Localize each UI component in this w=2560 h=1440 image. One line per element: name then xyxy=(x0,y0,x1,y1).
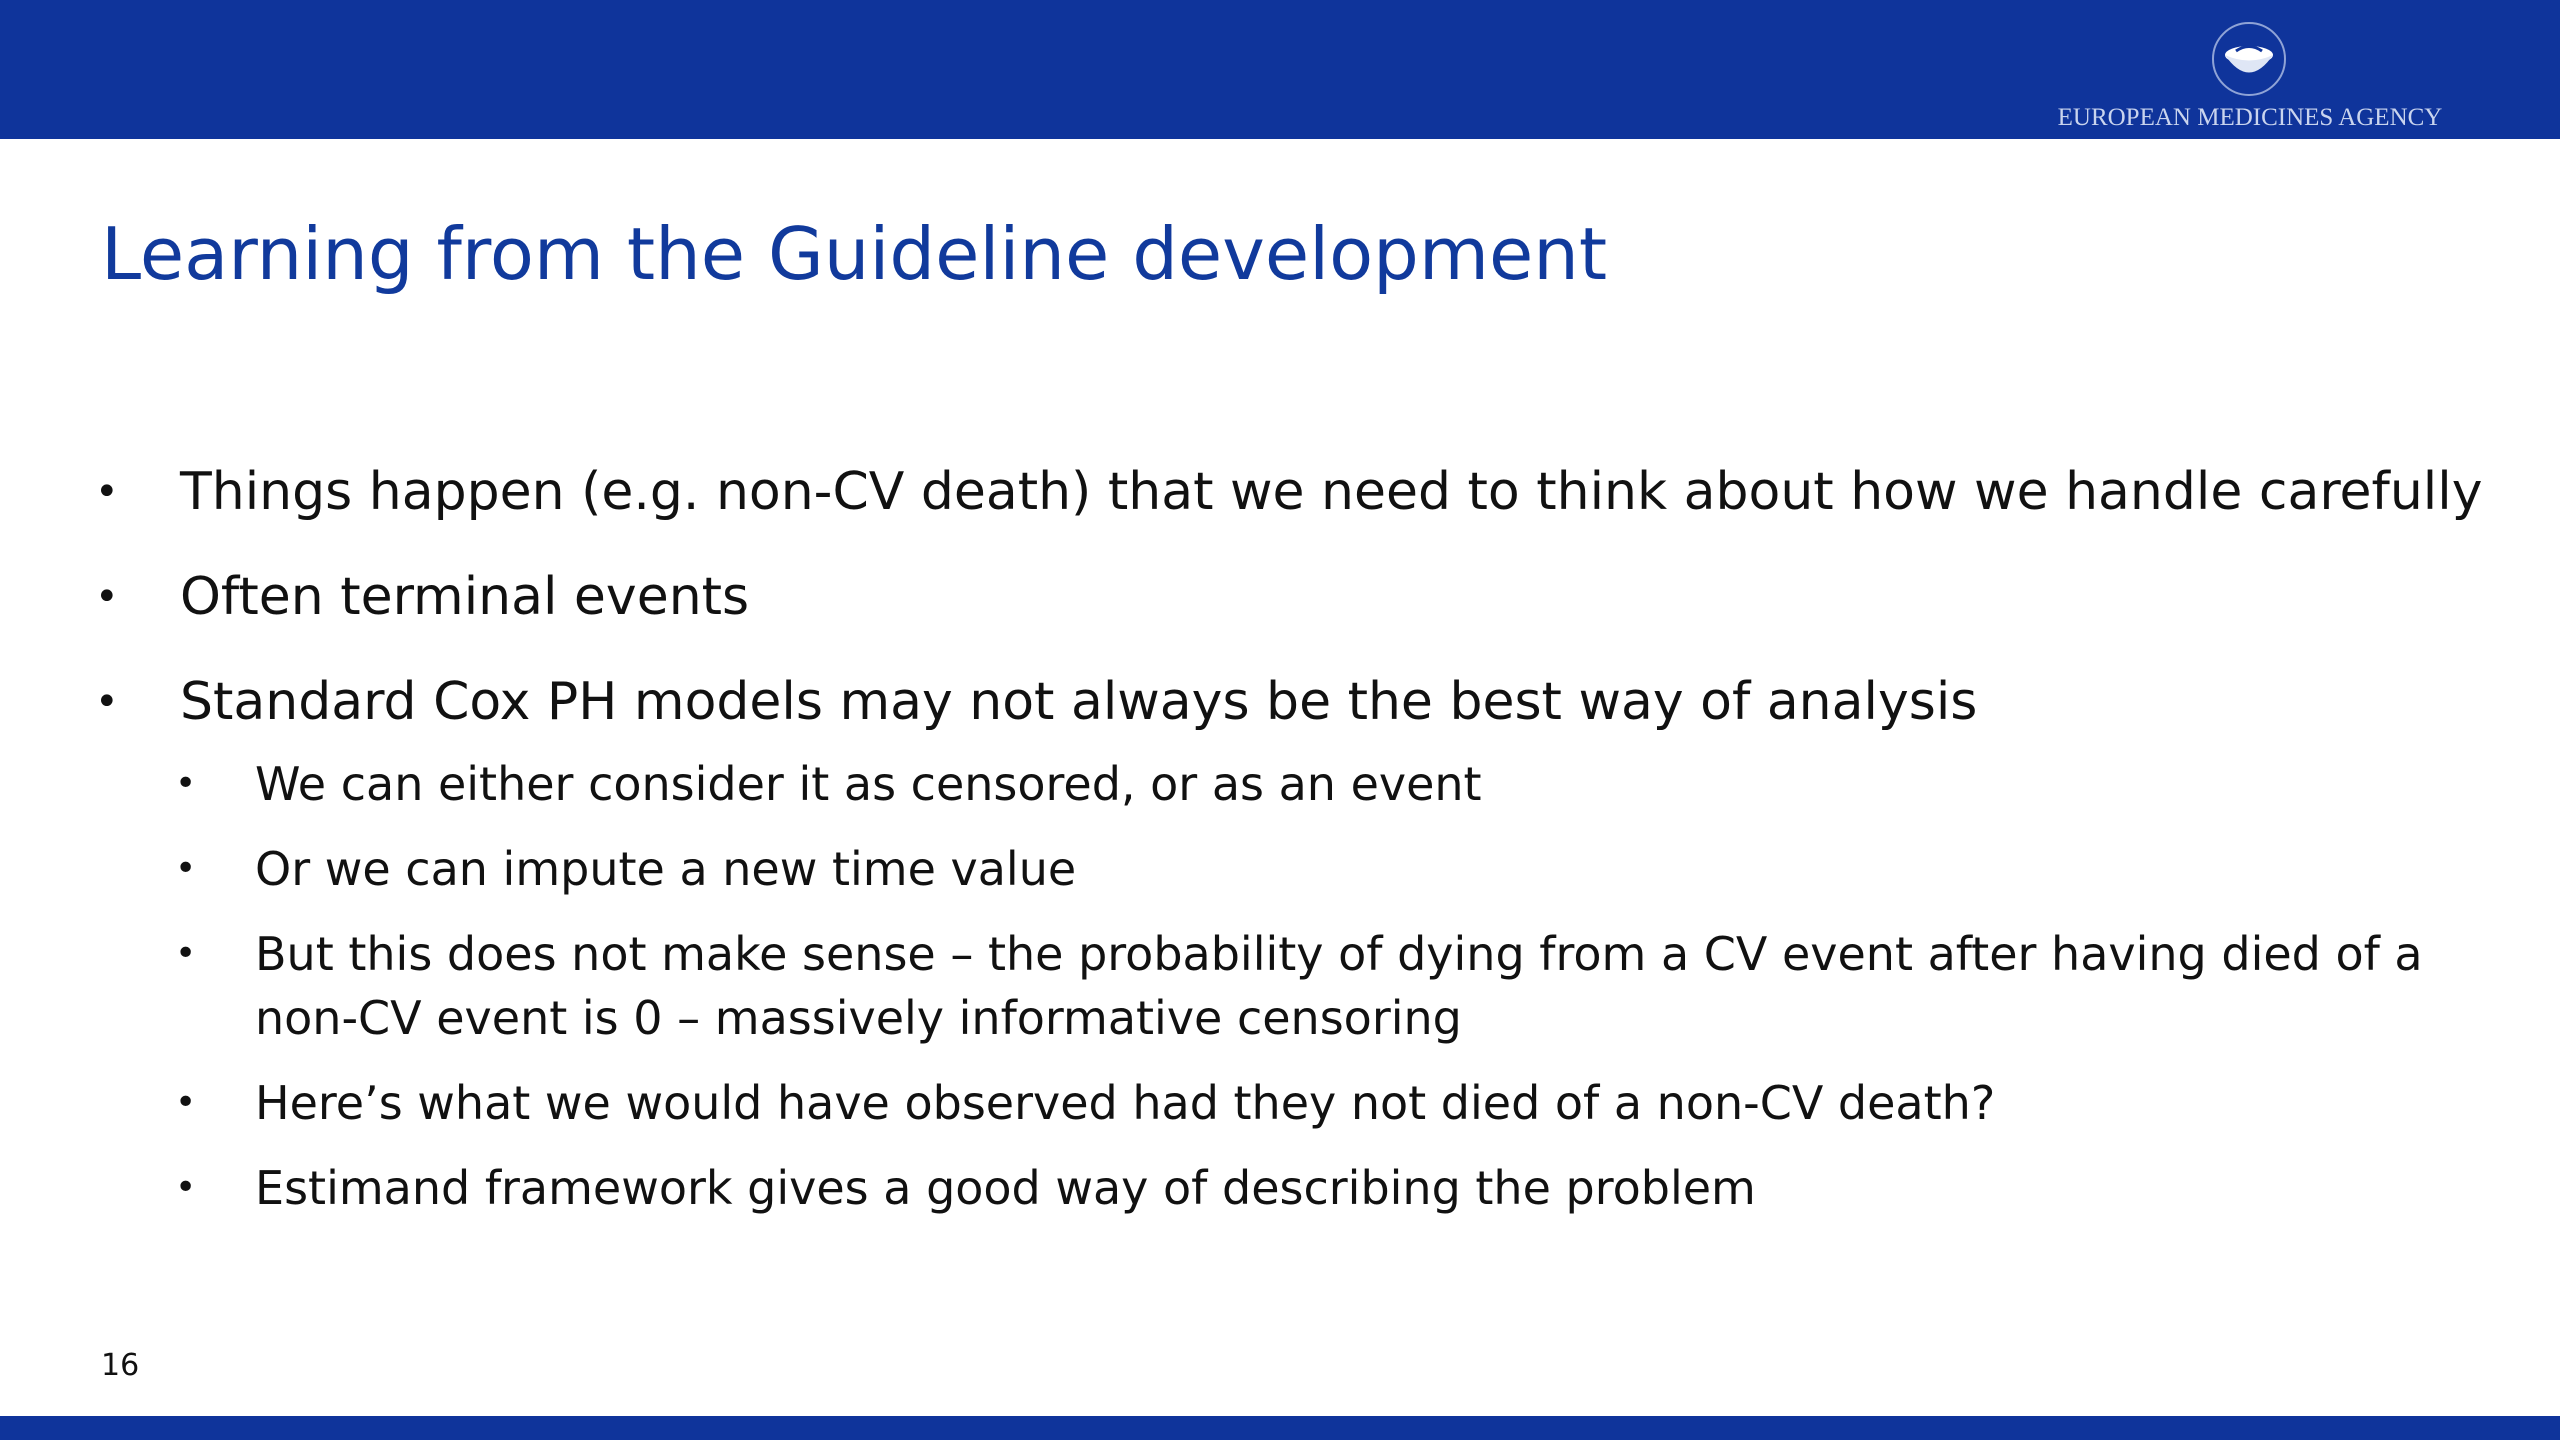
sub-bullet-list xyxy=(95,752,2515,1220)
header-bar xyxy=(0,0,2560,139)
logo-text: EUROPEAN MEDICINES AGENCY xyxy=(2057,104,2443,131)
bullet-item xyxy=(95,455,2515,530)
sub-bullet-item xyxy=(175,1071,2515,1135)
sub-bullet-text: We can either consider it as censored, or as an event xyxy=(255,757,1482,811)
bullet-list xyxy=(95,455,2515,1241)
sub-bullet-text: Or we can impute a new time value xyxy=(255,842,1077,896)
bullet-text: Often terminal events xyxy=(180,567,750,627)
bullet-text: Things happen (e.g. non-CV death) that we need to think about how we handle carefully xyxy=(180,462,2483,522)
sub-bullet-item xyxy=(175,837,2515,901)
sub-bullet-item xyxy=(175,1156,2515,1220)
bullet-text: Standard Cox PH models may not always be the best way of analysis xyxy=(180,672,1978,732)
slide-title: Learning from the Guideline development xyxy=(101,212,1608,296)
page-number: 16 xyxy=(101,1348,140,1383)
sub-bullet-group xyxy=(95,752,2515,1220)
sub-bullet-item xyxy=(175,922,2515,1050)
footer-bar xyxy=(0,1416,2560,1440)
ema-logo xyxy=(2040,20,2460,134)
sub-bullet-text: But this does not make sense – the probability of dying from a CV event after having died of a non-CV event is 0 – massively informative censoring xyxy=(255,927,2423,1045)
sub-bullet-text: Here’s what we would have observed had they not died of a non-CV death? xyxy=(255,1076,1996,1130)
bullet-item xyxy=(95,560,2515,635)
sub-bullet-text: Estimand framework gives a good way of describing the problem xyxy=(255,1161,1756,1215)
bullet-item xyxy=(95,665,2515,740)
sub-bullet-item xyxy=(175,752,2515,816)
ema-emblem-icon xyxy=(2210,20,2288,98)
